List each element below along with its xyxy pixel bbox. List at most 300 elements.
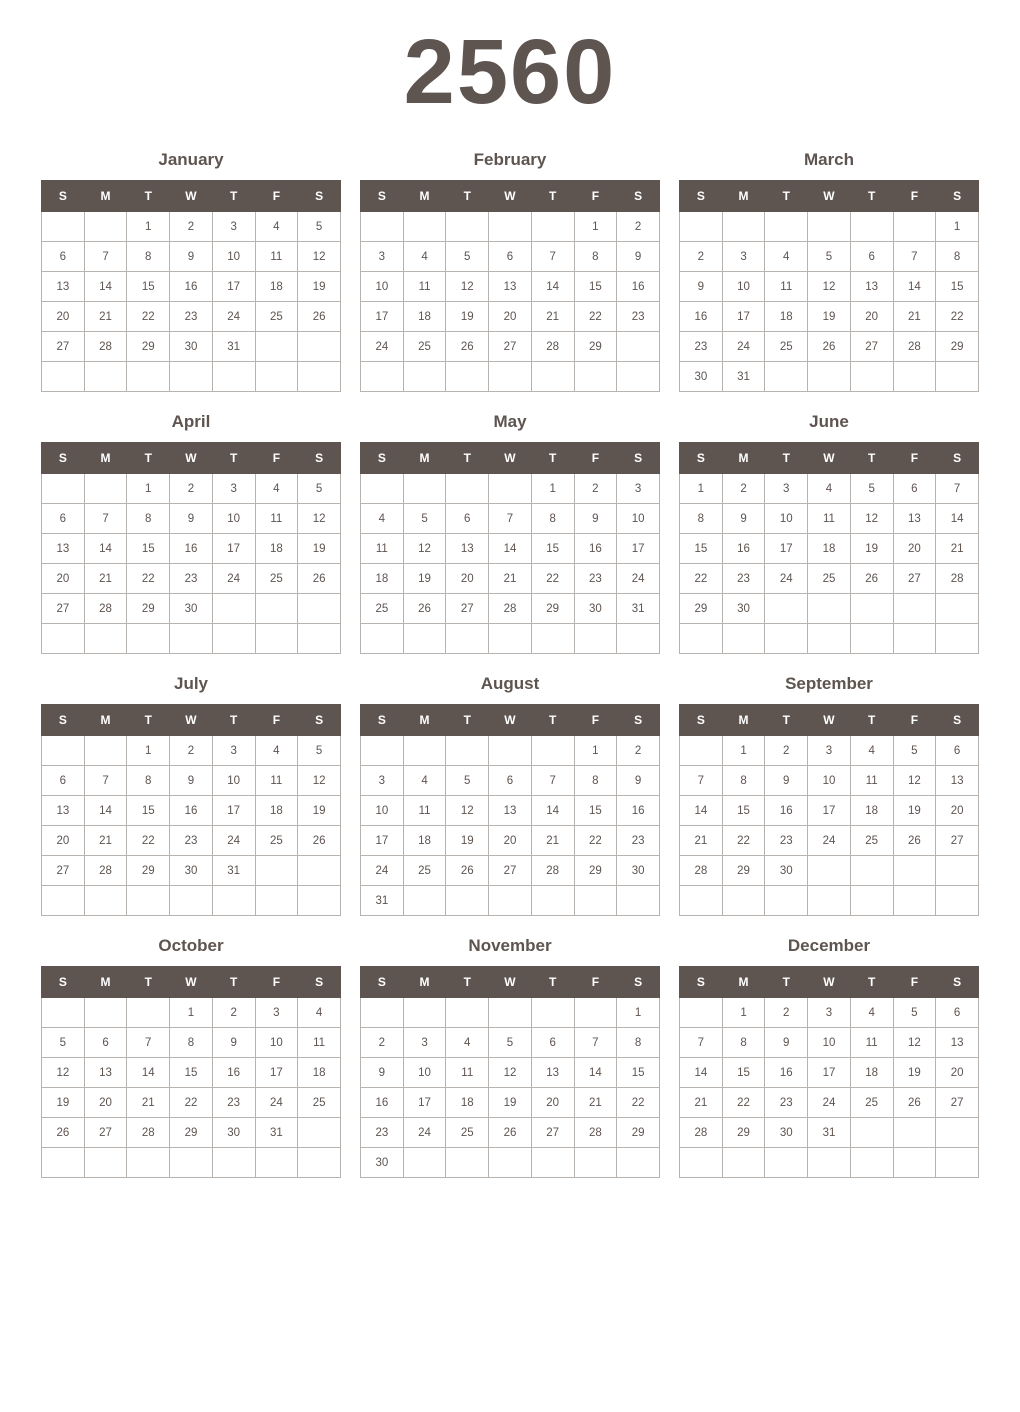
- day-cell[interactable]: 31: [361, 886, 404, 916]
- day-cell[interactable]: 13: [893, 504, 936, 534]
- day-cell[interactable]: 3: [808, 736, 851, 766]
- day-cell[interactable]: 25: [403, 332, 446, 362]
- day-cell[interactable]: 11: [765, 272, 808, 302]
- day-cell[interactable]: 24: [255, 1088, 298, 1118]
- day-cell[interactable]: 4: [850, 736, 893, 766]
- day-cell[interactable]: 4: [808, 474, 851, 504]
- day-cell[interactable]: 9: [617, 766, 660, 796]
- day-cell[interactable]: 6: [489, 242, 532, 272]
- day-cell[interactable]: 5: [298, 212, 341, 242]
- day-cell[interactable]: 15: [127, 534, 170, 564]
- day-cell[interactable]: 7: [680, 766, 723, 796]
- day-cell[interactable]: 23: [617, 302, 660, 332]
- day-cell[interactable]: 23: [765, 1088, 808, 1118]
- day-cell[interactable]: 22: [574, 302, 617, 332]
- day-cell[interactable]: 10: [255, 1028, 298, 1058]
- day-cell[interactable]: 22: [127, 302, 170, 332]
- day-cell[interactable]: 10: [403, 1058, 446, 1088]
- day-cell[interactable]: 23: [212, 1088, 255, 1118]
- day-cell[interactable]: 12: [403, 534, 446, 564]
- day-cell[interactable]: 9: [680, 272, 723, 302]
- day-cell[interactable]: 8: [127, 766, 170, 796]
- day-cell[interactable]: 17: [361, 302, 404, 332]
- day-cell[interactable]: 5: [403, 504, 446, 534]
- day-cell[interactable]: 7: [680, 1028, 723, 1058]
- day-cell[interactable]: 21: [84, 302, 127, 332]
- day-cell[interactable]: 20: [936, 796, 979, 826]
- day-cell[interactable]: 1: [531, 474, 574, 504]
- day-cell[interactable]: 7: [489, 504, 532, 534]
- day-cell[interactable]: 6: [489, 766, 532, 796]
- day-cell[interactable]: 10: [808, 766, 851, 796]
- day-cell[interactable]: 18: [361, 564, 404, 594]
- day-cell[interactable]: 27: [489, 332, 532, 362]
- day-cell[interactable]: 13: [84, 1058, 127, 1088]
- day-cell[interactable]: 15: [574, 272, 617, 302]
- day-cell[interactable]: 19: [42, 1088, 85, 1118]
- day-cell[interactable]: 24: [765, 564, 808, 594]
- day-cell[interactable]: 27: [531, 1118, 574, 1148]
- day-cell[interactable]: 16: [765, 796, 808, 826]
- day-cell[interactable]: 3: [403, 1028, 446, 1058]
- day-cell[interactable]: 30: [170, 856, 213, 886]
- day-cell[interactable]: 11: [298, 1028, 341, 1058]
- day-cell[interactable]: 17: [617, 534, 660, 564]
- day-cell[interactable]: 1: [680, 474, 723, 504]
- day-cell[interactable]: 17: [403, 1088, 446, 1118]
- day-cell[interactable]: 12: [808, 272, 851, 302]
- day-cell[interactable]: 15: [574, 796, 617, 826]
- day-cell[interactable]: 2: [617, 212, 660, 242]
- day-cell[interactable]: 20: [84, 1088, 127, 1118]
- day-cell[interactable]: 5: [446, 242, 489, 272]
- day-cell[interactable]: 13: [446, 534, 489, 564]
- day-cell[interactable]: 19: [403, 564, 446, 594]
- day-cell[interactable]: 4: [255, 474, 298, 504]
- day-cell[interactable]: 30: [170, 594, 213, 624]
- day-cell[interactable]: 23: [574, 564, 617, 594]
- day-cell[interactable]: 3: [212, 474, 255, 504]
- day-cell[interactable]: 21: [489, 564, 532, 594]
- day-cell[interactable]: 29: [531, 594, 574, 624]
- day-cell[interactable]: 23: [617, 826, 660, 856]
- day-cell[interactable]: 28: [680, 856, 723, 886]
- day-cell[interactable]: 22: [170, 1088, 213, 1118]
- day-cell[interactable]: 20: [42, 564, 85, 594]
- day-cell[interactable]: 18: [446, 1088, 489, 1118]
- day-cell[interactable]: 14: [489, 534, 532, 564]
- day-cell[interactable]: 26: [403, 594, 446, 624]
- day-cell[interactable]: 22: [936, 302, 979, 332]
- day-cell[interactable]: 24: [212, 302, 255, 332]
- day-cell[interactable]: 8: [680, 504, 723, 534]
- day-cell[interactable]: 10: [808, 1028, 851, 1058]
- day-cell[interactable]: 3: [765, 474, 808, 504]
- day-cell[interactable]: 20: [446, 564, 489, 594]
- day-cell[interactable]: 12: [446, 272, 489, 302]
- day-cell[interactable]: 22: [722, 826, 765, 856]
- day-cell[interactable]: 15: [936, 272, 979, 302]
- day-cell[interactable]: 20: [489, 826, 532, 856]
- day-cell[interactable]: 6: [42, 504, 85, 534]
- day-cell[interactable]: 14: [84, 272, 127, 302]
- day-cell[interactable]: 30: [722, 594, 765, 624]
- day-cell[interactable]: 8: [936, 242, 979, 272]
- day-cell[interactable]: 19: [893, 1058, 936, 1088]
- day-cell[interactable]: 4: [850, 998, 893, 1028]
- day-cell[interactable]: 1: [574, 212, 617, 242]
- day-cell[interactable]: 28: [489, 594, 532, 624]
- day-cell[interactable]: 2: [765, 736, 808, 766]
- day-cell[interactable]: 12: [42, 1058, 85, 1088]
- day-cell[interactable]: 2: [170, 474, 213, 504]
- day-cell[interactable]: 14: [531, 796, 574, 826]
- day-cell[interactable]: 8: [127, 504, 170, 534]
- day-cell[interactable]: 18: [765, 302, 808, 332]
- day-cell[interactable]: 11: [403, 796, 446, 826]
- day-cell[interactable]: 28: [531, 856, 574, 886]
- day-cell[interactable]: 12: [446, 796, 489, 826]
- day-cell[interactable]: 5: [893, 736, 936, 766]
- day-cell[interactable]: 14: [893, 272, 936, 302]
- day-cell[interactable]: 2: [765, 998, 808, 1028]
- day-cell[interactable]: 29: [127, 332, 170, 362]
- day-cell[interactable]: 24: [403, 1118, 446, 1148]
- day-cell[interactable]: 28: [84, 856, 127, 886]
- day-cell[interactable]: 30: [765, 856, 808, 886]
- day-cell[interactable]: 17: [808, 1058, 851, 1088]
- day-cell[interactable]: 20: [489, 302, 532, 332]
- day-cell[interactable]: 10: [765, 504, 808, 534]
- day-cell[interactable]: 15: [127, 272, 170, 302]
- day-cell[interactable]: 17: [212, 272, 255, 302]
- day-cell[interactable]: 23: [765, 826, 808, 856]
- day-cell[interactable]: 10: [212, 504, 255, 534]
- day-cell[interactable]: 18: [255, 272, 298, 302]
- day-cell[interactable]: 29: [722, 856, 765, 886]
- day-cell[interactable]: 28: [127, 1118, 170, 1148]
- day-cell[interactable]: 15: [531, 534, 574, 564]
- day-cell[interactable]: 24: [361, 856, 404, 886]
- day-cell[interactable]: 2: [170, 212, 213, 242]
- day-cell[interactable]: 14: [127, 1058, 170, 1088]
- day-cell[interactable]: 24: [722, 332, 765, 362]
- day-cell[interactable]: 6: [893, 474, 936, 504]
- day-cell[interactable]: 9: [170, 242, 213, 272]
- day-cell[interactable]: 7: [127, 1028, 170, 1058]
- day-cell[interactable]: 25: [850, 826, 893, 856]
- day-cell[interactable]: 28: [574, 1118, 617, 1148]
- day-cell[interactable]: 25: [255, 302, 298, 332]
- day-cell[interactable]: 26: [489, 1118, 532, 1148]
- day-cell[interactable]: 26: [42, 1118, 85, 1148]
- day-cell[interactable]: 10: [722, 272, 765, 302]
- day-cell[interactable]: 26: [298, 302, 341, 332]
- day-cell[interactable]: 25: [765, 332, 808, 362]
- day-cell[interactable]: 27: [42, 332, 85, 362]
- day-cell[interactable]: 8: [574, 766, 617, 796]
- day-cell[interactable]: 18: [255, 796, 298, 826]
- day-cell[interactable]: 17: [808, 796, 851, 826]
- day-cell[interactable]: 28: [531, 332, 574, 362]
- day-cell[interactable]: 27: [936, 1088, 979, 1118]
- day-cell[interactable]: 12: [893, 766, 936, 796]
- day-cell[interactable]: 13: [489, 272, 532, 302]
- day-cell[interactable]: 3: [808, 998, 851, 1028]
- day-cell[interactable]: 31: [255, 1118, 298, 1148]
- day-cell[interactable]: 16: [617, 272, 660, 302]
- day-cell[interactable]: 7: [84, 504, 127, 534]
- day-cell[interactable]: 1: [574, 736, 617, 766]
- day-cell[interactable]: 11: [850, 1028, 893, 1058]
- day-cell[interactable]: 9: [361, 1058, 404, 1088]
- day-cell[interactable]: 2: [574, 474, 617, 504]
- day-cell[interactable]: 3: [617, 474, 660, 504]
- day-cell[interactable]: 18: [255, 534, 298, 564]
- day-cell[interactable]: 31: [722, 362, 765, 392]
- day-cell[interactable]: 27: [489, 856, 532, 886]
- day-cell[interactable]: 6: [936, 736, 979, 766]
- day-cell[interactable]: 19: [446, 826, 489, 856]
- day-cell[interactable]: 12: [489, 1058, 532, 1088]
- day-cell[interactable]: 27: [42, 856, 85, 886]
- day-cell[interactable]: 24: [808, 826, 851, 856]
- day-cell[interactable]: 21: [680, 1088, 723, 1118]
- day-cell[interactable]: 21: [84, 564, 127, 594]
- day-cell[interactable]: 25: [808, 564, 851, 594]
- day-cell[interactable]: 5: [850, 474, 893, 504]
- day-cell[interactable]: 24: [212, 826, 255, 856]
- day-cell[interactable]: 14: [84, 796, 127, 826]
- day-cell[interactable]: 6: [42, 766, 85, 796]
- day-cell[interactable]: 18: [850, 796, 893, 826]
- day-cell[interactable]: 2: [170, 736, 213, 766]
- day-cell[interactable]: 3: [361, 766, 404, 796]
- day-cell[interactable]: 2: [722, 474, 765, 504]
- day-cell[interactable]: 13: [531, 1058, 574, 1088]
- day-cell[interactable]: 5: [298, 736, 341, 766]
- day-cell[interactable]: 23: [361, 1118, 404, 1148]
- day-cell[interactable]: 4: [446, 1028, 489, 1058]
- day-cell[interactable]: 23: [170, 564, 213, 594]
- day-cell[interactable]: 3: [212, 736, 255, 766]
- day-cell[interactable]: 21: [936, 534, 979, 564]
- day-cell[interactable]: 17: [361, 826, 404, 856]
- day-cell[interactable]: 9: [722, 504, 765, 534]
- day-cell[interactable]: 16: [170, 796, 213, 826]
- day-cell[interactable]: 10: [617, 504, 660, 534]
- day-cell[interactable]: 11: [850, 766, 893, 796]
- day-cell[interactable]: 25: [255, 826, 298, 856]
- day-cell[interactable]: 20: [42, 826, 85, 856]
- day-cell[interactable]: 25: [403, 856, 446, 886]
- day-cell[interactable]: 26: [893, 826, 936, 856]
- day-cell[interactable]: 6: [84, 1028, 127, 1058]
- day-cell[interactable]: 6: [850, 242, 893, 272]
- day-cell[interactable]: 7: [936, 474, 979, 504]
- day-cell[interactable]: 23: [680, 332, 723, 362]
- day-cell[interactable]: 6: [936, 998, 979, 1028]
- day-cell[interactable]: 26: [446, 856, 489, 886]
- day-cell[interactable]: 30: [212, 1118, 255, 1148]
- day-cell[interactable]: 25: [361, 594, 404, 624]
- day-cell[interactable]: 29: [722, 1118, 765, 1148]
- day-cell[interactable]: 6: [42, 242, 85, 272]
- day-cell[interactable]: 27: [936, 826, 979, 856]
- day-cell[interactable]: 17: [212, 796, 255, 826]
- day-cell[interactable]: 16: [574, 534, 617, 564]
- day-cell[interactable]: 27: [893, 564, 936, 594]
- day-cell[interactable]: 23: [722, 564, 765, 594]
- day-cell[interactable]: 12: [298, 504, 341, 534]
- day-cell[interactable]: 7: [531, 766, 574, 796]
- day-cell[interactable]: 2: [361, 1028, 404, 1058]
- day-cell[interactable]: 14: [84, 534, 127, 564]
- day-cell[interactable]: 14: [680, 1058, 723, 1088]
- day-cell[interactable]: 1: [127, 212, 170, 242]
- day-cell[interactable]: 17: [255, 1058, 298, 1088]
- day-cell[interactable]: 22: [574, 826, 617, 856]
- day-cell[interactable]: 2: [680, 242, 723, 272]
- day-cell[interactable]: 29: [936, 332, 979, 362]
- day-cell[interactable]: 9: [170, 766, 213, 796]
- day-cell[interactable]: 27: [84, 1118, 127, 1148]
- day-cell[interactable]: 29: [680, 594, 723, 624]
- day-cell[interactable]: 3: [722, 242, 765, 272]
- day-cell[interactable]: 8: [170, 1028, 213, 1058]
- day-cell[interactable]: 30: [574, 594, 617, 624]
- day-cell[interactable]: 20: [531, 1088, 574, 1118]
- day-cell[interactable]: 5: [42, 1028, 85, 1058]
- day-cell[interactable]: 27: [850, 332, 893, 362]
- day-cell[interactable]: 22: [531, 564, 574, 594]
- day-cell[interactable]: 4: [361, 504, 404, 534]
- day-cell[interactable]: 26: [446, 332, 489, 362]
- day-cell[interactable]: 17: [212, 534, 255, 564]
- day-cell[interactable]: 13: [42, 272, 85, 302]
- day-cell[interactable]: 12: [850, 504, 893, 534]
- day-cell[interactable]: 29: [574, 856, 617, 886]
- day-cell[interactable]: 5: [298, 474, 341, 504]
- day-cell[interactable]: 1: [722, 998, 765, 1028]
- day-cell[interactable]: 21: [531, 826, 574, 856]
- day-cell[interactable]: 11: [403, 272, 446, 302]
- day-cell[interactable]: 1: [722, 736, 765, 766]
- day-cell[interactable]: 11: [361, 534, 404, 564]
- day-cell[interactable]: 19: [298, 796, 341, 826]
- day-cell[interactable]: 7: [84, 766, 127, 796]
- day-cell[interactable]: 15: [722, 1058, 765, 1088]
- day-cell[interactable]: 9: [765, 766, 808, 796]
- day-cell[interactable]: 15: [170, 1058, 213, 1088]
- day-cell[interactable]: 10: [361, 272, 404, 302]
- day-cell[interactable]: 5: [446, 766, 489, 796]
- day-cell[interactable]: 4: [403, 766, 446, 796]
- day-cell[interactable]: 13: [42, 796, 85, 826]
- day-cell[interactable]: 30: [680, 362, 723, 392]
- day-cell[interactable]: 26: [298, 564, 341, 594]
- day-cell[interactable]: 22: [722, 1088, 765, 1118]
- day-cell[interactable]: 10: [361, 796, 404, 826]
- day-cell[interactable]: 11: [255, 766, 298, 796]
- day-cell[interactable]: 16: [170, 272, 213, 302]
- day-cell[interactable]: 4: [255, 212, 298, 242]
- day-cell[interactable]: 19: [446, 302, 489, 332]
- day-cell[interactable]: 8: [127, 242, 170, 272]
- day-cell[interactable]: 23: [170, 826, 213, 856]
- day-cell[interactable]: 4: [255, 736, 298, 766]
- day-cell[interactable]: 21: [531, 302, 574, 332]
- day-cell[interactable]: 4: [765, 242, 808, 272]
- day-cell[interactable]: 9: [574, 504, 617, 534]
- day-cell[interactable]: 18: [850, 1058, 893, 1088]
- day-cell[interactable]: 9: [212, 1028, 255, 1058]
- day-cell[interactable]: 28: [84, 594, 127, 624]
- day-cell[interactable]: 21: [893, 302, 936, 332]
- day-cell[interactable]: 17: [722, 302, 765, 332]
- day-cell[interactable]: 31: [212, 856, 255, 886]
- day-cell[interactable]: 16: [680, 302, 723, 332]
- day-cell[interactable]: 16: [765, 1058, 808, 1088]
- day-cell[interactable]: 8: [722, 766, 765, 796]
- day-cell[interactable]: 20: [893, 534, 936, 564]
- day-cell[interactable]: 19: [893, 796, 936, 826]
- day-cell[interactable]: 19: [489, 1088, 532, 1118]
- day-cell[interactable]: 13: [850, 272, 893, 302]
- day-cell[interactable]: 7: [84, 242, 127, 272]
- day-cell[interactable]: 29: [170, 1118, 213, 1148]
- day-cell[interactable]: 25: [446, 1118, 489, 1148]
- day-cell[interactable]: 9: [617, 242, 660, 272]
- day-cell[interactable]: 30: [617, 856, 660, 886]
- day-cell[interactable]: 10: [212, 766, 255, 796]
- day-cell[interactable]: 27: [446, 594, 489, 624]
- day-cell[interactable]: 28: [680, 1118, 723, 1148]
- day-cell[interactable]: 23: [170, 302, 213, 332]
- day-cell[interactable]: 2: [212, 998, 255, 1028]
- day-cell[interactable]: 12: [298, 766, 341, 796]
- day-cell[interactable]: 18: [403, 302, 446, 332]
- day-cell[interactable]: 14: [574, 1058, 617, 1088]
- day-cell[interactable]: 13: [489, 796, 532, 826]
- day-cell[interactable]: 9: [170, 504, 213, 534]
- day-cell[interactable]: 20: [42, 302, 85, 332]
- day-cell[interactable]: 20: [850, 302, 893, 332]
- day-cell[interactable]: 31: [212, 332, 255, 362]
- day-cell[interactable]: 14: [936, 504, 979, 534]
- day-cell[interactable]: 20: [936, 1058, 979, 1088]
- day-cell[interactable]: 24: [361, 332, 404, 362]
- day-cell[interactable]: 16: [361, 1088, 404, 1118]
- day-cell[interactable]: 22: [617, 1088, 660, 1118]
- day-cell[interactable]: 24: [808, 1088, 851, 1118]
- day-cell[interactable]: 5: [893, 998, 936, 1028]
- day-cell[interactable]: 21: [680, 826, 723, 856]
- day-cell[interactable]: 16: [617, 796, 660, 826]
- day-cell[interactable]: 15: [617, 1058, 660, 1088]
- day-cell[interactable]: 7: [531, 242, 574, 272]
- day-cell[interactable]: 5: [489, 1028, 532, 1058]
- day-cell[interactable]: 11: [255, 242, 298, 272]
- day-cell[interactable]: 16: [722, 534, 765, 564]
- day-cell[interactable]: 8: [574, 242, 617, 272]
- day-cell[interactable]: 17: [765, 534, 808, 564]
- day-cell[interactable]: 12: [298, 242, 341, 272]
- day-cell[interactable]: 31: [808, 1118, 851, 1148]
- day-cell[interactable]: 13: [936, 766, 979, 796]
- day-cell[interactable]: 29: [127, 856, 170, 886]
- day-cell[interactable]: 15: [127, 796, 170, 826]
